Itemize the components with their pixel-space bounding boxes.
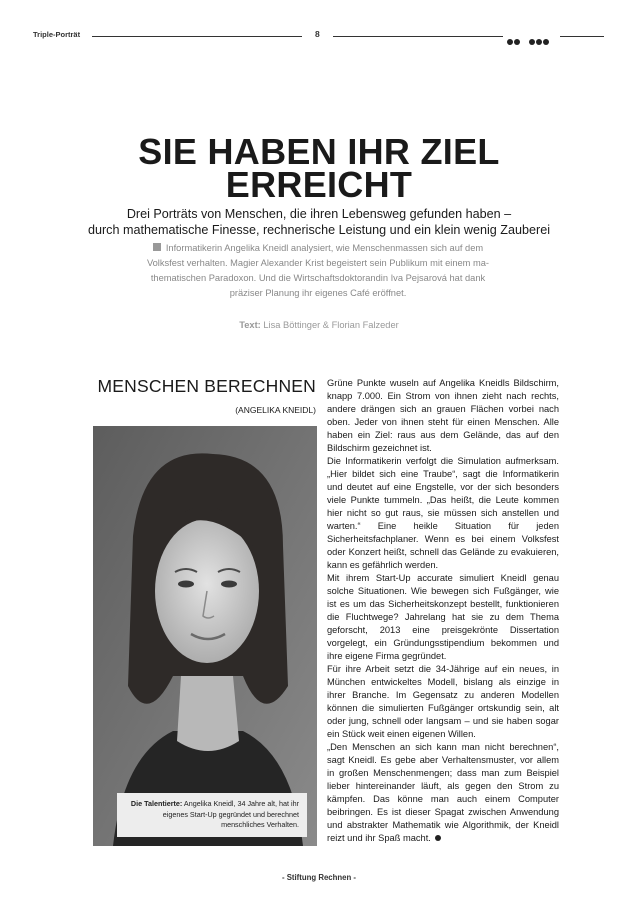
body-paragraph: Mit ihrem Start-Up accurate simuliert Kneidl genau solche Situationen. Wie bewegen sich Fußgänger, wie ist es um das Sicherheitskonzept bestellt, funktionieren die Fluchtwege? Jahrelang hat sie zu dem Thema geforscht, 2013 eine preisgekrönte Dissertation vorgelegt, ein Gründungsstipendium bekommen und ihre eigene Firma gegründet.: [327, 573, 559, 661]
body-paragraph: Die Informatikerin verfolgt die Simulation aufmerksam. „Hier bildet sich eine Traube“, sagt die Informatikerin und deutet auf eine Engstelle, vor der sich besonders viele Punkte tummeln. „Das heißt, die Leute kommen hier nicht so gut raus, sie müssen sich anstellen und warten.“ Eine heikle Situation für jeden Sicherheitsfachplaner. Wenn es bei einem Volksfest oder Konzert heißt, schnell das Gelände zu evakuieren, kann es gefährlich werden.: [327, 456, 559, 570]
caption-text: Angelika Kneidl, 34 Jahre alt, hat ihr eigenes Start-Up gegründet und berechnet menschliches Verhalten.: [162, 799, 299, 829]
end-mark-icon: [435, 835, 441, 841]
intro-line: Informatikerin Angelika Kneidl analysiert, wie Menschenmassen sich auf dem: [118, 241, 518, 256]
article-body: [327, 377, 559, 845]
header-rule-left: [92, 36, 302, 37]
section-subheading: (ANGELIKA KNEIDL): [235, 405, 316, 415]
portrait-photo: [93, 426, 317, 846]
caption-label: Die Talentierte:: [130, 799, 183, 808]
page-footer: - Stiftung Rechnen -: [281, 873, 357, 882]
subtitle-line: Drei Porträts von Menschen, die ihren Lebensweg gefunden haben –: [126, 207, 512, 221]
author-byline: [0, 320, 638, 330]
section-heading: MENSCHEN BERECHNEN: [97, 376, 316, 396]
byline-authors: Lisa Böttinger & Florian Falzeder: [263, 320, 399, 330]
article-intro: [118, 241, 518, 301]
photo-caption: [117, 793, 307, 837]
title-line: ERREICHT: [225, 164, 413, 205]
header-dots-ornament: [507, 32, 550, 50]
square-bullet-icon: [153, 243, 161, 251]
intro-line: präziser Planung ihr eigenes Café eröffnet.: [229, 288, 407, 298]
portrait-illustration: [93, 426, 317, 846]
body-paragraph: „Den Menschen an sich kann man nicht berechnen“, sagt Kneidl. Es gebe aber Verhaltensmuster, vor allem in großen Menschenmengen; dass man zum Beispiel lieber hintereinander läuft, als gegen den Strom zu kämpfen. Das könne man auch einem Computer beibringen. Es ist dieser Spagat zwischen Anwendung und abstrakter Mathematik wie Algorithmik, der Kneidl reizt und ihr Spaß macht.: [327, 742, 559, 843]
header-rule-right: [333, 36, 503, 37]
subtitle-line: durch mathematische Finesse, rechnerische Leistung und ein klein wenig Zauberei: [87, 223, 551, 237]
body-paragraph: Für ihre Arbeit setzt die 34-Jährige auf ein neues, in München entwickeltes Modell, bislang als einzige in ihrer Branche. Im Gegensatz zu anderen Modellen können die simulierten Fußgänger ortskundig sein, alt oder jung, schnell oder langsam – und sie haben sogar ein Stück weit einen eigenen Willen.: [327, 664, 559, 739]
article-title: [0, 131, 638, 205]
header-rule-end: [560, 36, 604, 37]
title-line: SIE HABEN IHR ZIEL: [138, 131, 500, 172]
intro-line: Volksfest verhalten. Magier Alexander Krist begeistert sein Publikum mit einem ma-: [146, 258, 490, 268]
header-section-label: Triple-Porträt: [33, 30, 81, 39]
page-header: [0, 27, 638, 43]
article-subtitle: [0, 206, 638, 238]
body-paragraph: Grüne Punkte wuseln auf Angelika Kneidls Bildschirm, knapp 7.000. Ein Strom von ihnen zieht nach rechts, andere drängen sich an grauen Flächen vorbei nach oben. Jeder von ihnen steht für einen Menschen. Alle haben ein Ziel: raus aus dem Gelände, das auf den Bildschirm gezeichnet ist.: [327, 378, 559, 453]
intro-line: thematischen Paradoxon. Und die Wirtschaftsdoktorandin Iva Pejsarová hat dank: [150, 273, 486, 283]
page-number: 8: [315, 29, 320, 39]
byline-label: Text:: [239, 320, 261, 330]
